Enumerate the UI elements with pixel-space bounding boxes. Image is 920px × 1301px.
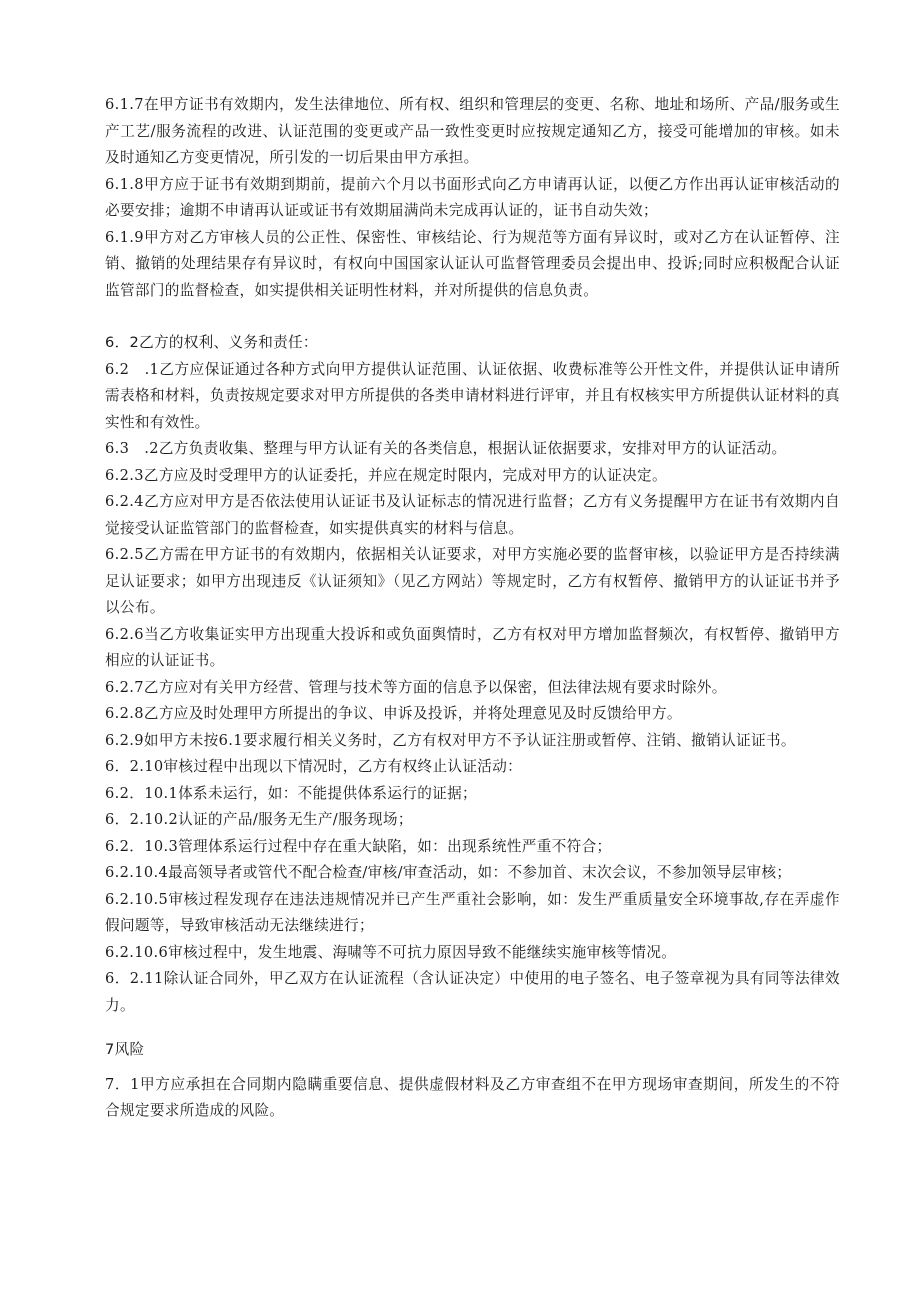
clause-6-2-1: 6.2 .1乙方应保证通过各种方式向甲方提供认证范围、认证依据、收费标准等公开性文件，并提供认证申请所需表格和材料，负责按规定要求对甲方所提供的各类申请材料进行评审，并且有权核实甲方所提供认证材料的真实性和有效性。 bbox=[105, 360, 840, 431]
clause-6-2-3: 6.2.3乙方应及时受理甲方的认证委托，并应在规定时限内，完成对甲方的认证决定。 bbox=[105, 466, 667, 484]
clause-6-2-10-6: 6.2.10.6审核过程中，发生地震、海啸等不可抗力原因导致不能继续实施审核等情况。 bbox=[105, 943, 677, 961]
clause-6-2-7: 6.2.7乙方应对有关甲方经营、管理与技术等方面的信息予以保密，但法律法规有要求时除外。 bbox=[105, 678, 727, 696]
section-6-2-heading: 6．2乙方的权利、义务和责任： bbox=[105, 334, 318, 351]
clause-7-1: 7．1甲方应承担在合同期内隐瞒重要信息、提供虚假材料及乙方审查组不在甲方现场审查期间，所发生的不符合规定要求所造成的风险。 bbox=[105, 1075, 840, 1119]
clause-6-2-9: 6.2.9如甲方未按6.1要求履行相关义务时，乙方有权对甲方不予认证注册或暂停、注销、撤销认证证书。 bbox=[105, 731, 796, 749]
clause-6-2-10-2: 6．2.10.2认证的产品/服务无生产/服务现场； bbox=[105, 811, 413, 828]
clause-6-2-10-4: 6.2.10.4最高领导者或管代不配合检查/审核/审查活动，如：不参加首、末次会议，不参加领导层审核； bbox=[105, 864, 792, 881]
clause-6-2-8: 6.2.8乙方应及时处理甲方所提出的争议、申诉及投诉，并将处理意见及时反馈给甲方。 bbox=[105, 705, 682, 722]
clause-6-2-10-1: 6.2．10.1体系未运行，如：不能提供体系运行的证据； bbox=[105, 784, 477, 802]
clause-6-1-9: 6.1.9甲方对乙方审核人员的公正性、保密性、审核结论、行为规范等方面有异议时，或对乙方在认证暂停、注销、撤销的处理结果存有异议时，有权向中国国家认证认可监督管理委员会提出申、投诉;同时应积极配合认证监管部门的监督检查，如实提供相关证明性材料，并对所提供的信息负责。 bbox=[105, 228, 840, 299]
clause-6-1-7: 6.1.7在甲方证书有效期内，发生法律地位、所有权、组织和管理层的变更、名称、地址和场所、产品/服务或生产工艺/服务流程的改进、认证范围的变更或产品一致性变更时应按规定通知乙方，接受可能增加的审核。如未及时通知乙方变更情况，所引发的一切后果由甲方承担。 bbox=[105, 96, 840, 166]
document-page bbox=[105, 92, 840, 1125]
clause-6-2-10: 6．2.10审核过程中出现以下情况时，乙方有权终止认证活动： bbox=[105, 758, 523, 775]
clause-6-2-10-5: 6.2.10.5审核过程发现存在违法违规情况并已产生严重社会影响，如：发生严重质量安全环境事故,存在弄虚作假问题等，导致审核活动无法继续进行； bbox=[105, 890, 840, 934]
clause-6-2-10-3: 6.2．10.3管理体系运行过程中存在重大缺陷，如：出现系统性严重不符合； bbox=[105, 837, 612, 855]
clause-6-2-6: 6.2.6当乙方收集证实甲方出现重大投诉和或负面舆情时，乙方有权对甲方增加监督频次，有权暂停、撤销甲方相应的认证证书。 bbox=[105, 625, 840, 669]
clause-6-2-2: 6.3 .2乙方负责收集、整理与甲方认证有关的各类信息，根据认证依据要求，安排对甲方的认证活动。 bbox=[105, 440, 787, 457]
clause-6-2-5: 6.2.5乙方需在甲方证书的有效期内，依据相关认证要求，对甲方实施必要的监督审核，以验证甲方是否持续满足认证要求；如甲方出现违反《认证须知》（见乙方网站）等规定时，乙方有权暂停、撤销甲方的认证证书并予以公布。 bbox=[105, 546, 840, 616]
section-7-heading: 7风险 bbox=[105, 1041, 145, 1058]
clause-6-2-11: 6．2.11除认证合同外，甲乙双方在认证流程（含认证决定）中使用的电子签名、电子签章视为具有同等法律效力。 bbox=[105, 970, 840, 1014]
clause-6-2-4: 6.2.4乙方应对甲方是否依法使用认证证书及认证标志的情况进行监督；乙方有义务提醒甲方在证书有效期内自觉接受认证监管部门的监督检查，如实提供真实的材料与信息。 bbox=[105, 493, 840, 537]
clause-6-1-8: 6.1.8甲方应于证书有效期到期前，提前六个月以书面形式向乙方申请再认证，以便乙方作出再认证审核活动的必要安排；逾期不申请再认证或证书有效期届满尚未完成再认证的，证书自动失效； bbox=[105, 175, 840, 219]
